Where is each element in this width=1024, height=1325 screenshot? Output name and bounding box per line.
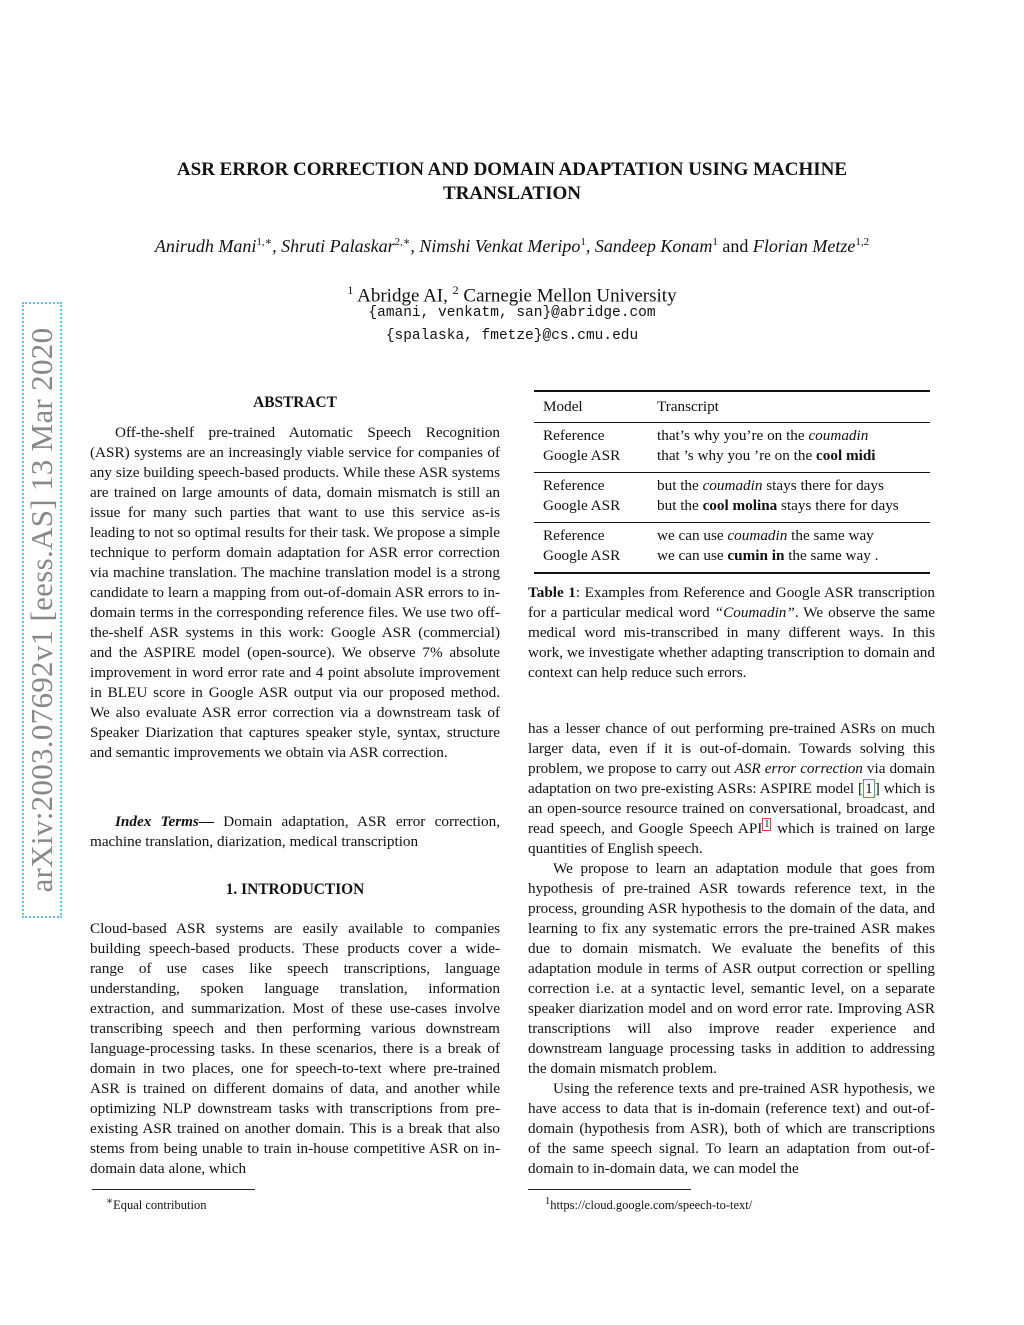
footnote-right <box>545 1194 752 1213</box>
footnote-rule-left <box>92 1189 255 1190</box>
abstract-body <box>90 423 500 763</box>
author-name: Shruti Palaskar <box>281 236 395 256</box>
abstract-text: Off-the-shelf pre-trained Automatic Speech Recognition (ASR) systems are an increasingly viable service for companies of any size building speech-based products. While these ASR systems are trained on large amounts of data, domain mismatch is still an issue for many such parties that want to use this service as-is leading to not so optimal results for their task. We propose a simple technique to perform domain adaptation for ASR error correction via machine translation. The machine translation model is a strong candidate to learn a mapping from out-of-domain ASR errors to in-domain terms in the corresponding reference files. We use two off-the-shelf ASR systems in this work: Google ASR (commercial) and the ASPIRE model (open-source). We observe 7% absolute improvement in word error rate and 4 point absolute improvement in BLEU score in Google ASR output via our proposed method. We also evaluate ASR error correction via a downstream task of Speaker Diarization that captures speaker style, syntax, structure and semantic improvements we obtain via ASR correction. <box>90 424 500 761</box>
abstract-heading: ABSTRACT <box>253 394 337 411</box>
author-sup: 1 <box>580 236 586 248</box>
affil-org-2: Carnegie Mellon University <box>463 285 677 307</box>
affiliations <box>200 279 824 307</box>
footnote-left <box>106 1194 206 1213</box>
table-header-transcript: Transcript <box>657 398 719 415</box>
caption-word: “Coumadin” <box>714 604 795 621</box>
arxiv-stamp <box>20 300 64 920</box>
table-cell-model: Reference <box>543 527 605 544</box>
table-header-row <box>534 391 930 423</box>
author-name: Sandeep Konam <box>594 236 713 256</box>
table-row <box>534 496 930 523</box>
paragraph: Using the reference texts and pre-trained ASR hypothesis, we have access to data that is in-domain (reference text) and out-of-domain (hypothesis from ASR), both of which are transcriptions of the same speech signal. To learn an adaptation from out-of-domain to in-domain data, we can model the <box>528 1080 935 1177</box>
paragraph: We propose to learn an adaptation module that goes from hypothesis of pre-trained ASR towards reference text, in the process, grounding ASR hypothesis to the domain of the data, and learning to fix any systematic errors the pre-trained ASR makes due to domain mismatch. We evaluate the benefits of this adaptation module in terms of ASR output correction or spelling correction i.e. at a syntactic level, semantic level, on a separate speaker diarization model and on word error rate. Improving ASR transcriptions will also improve reader experience and downstream language processing tasks in addition to addressing the domain mismatch problem. <box>528 860 935 1077</box>
author-sep: , <box>272 236 282 256</box>
footnote-right-mark: 1 <box>545 1196 551 1207</box>
author-sup: 1,∗ <box>256 236 273 248</box>
caption-label: Table 1 <box>528 584 576 601</box>
table-cell-transcript: that’s why you’re on the coumadin <box>657 427 869 444</box>
table-cell-model: Google ASR <box>543 497 621 514</box>
email-line-2: {spalaska, fmetze}@cs.cmu.edu <box>385 328 639 344</box>
table-header-model: Model <box>543 398 583 415</box>
table-cell-model: Reference <box>543 477 605 494</box>
footnote-right-text: https://cloud.google.com/speech-to-text/ <box>550 1198 753 1213</box>
arxiv-stamp-text: arXiv:2003.07692v1 [eess.AS] 13 Mar 2020 <box>20 300 64 920</box>
table-cell-transcript: but the cool molina stays there for days <box>657 497 899 514</box>
footnote-left-text: Equal contribution <box>113 1198 207 1213</box>
email-line-1: {amani, venkatm, san}@abridge.com <box>368 305 656 321</box>
table-cell-model: Google ASR <box>543 447 621 464</box>
table-cell-transcript: we can use coumadin the same way <box>657 527 874 544</box>
table-row <box>534 523 930 547</box>
affil-sup-1: 1 <box>347 283 354 297</box>
table-1 <box>534 390 930 574</box>
author-sup: 1,2 <box>855 236 870 248</box>
footnote-link[interactable]: 1 <box>764 818 770 830</box>
author-sup: 2,∗ <box>394 236 411 248</box>
affil-org-1: Abridge AI, <box>357 285 448 307</box>
introduction-body <box>90 919 500 1179</box>
table-1-caption <box>528 583 935 683</box>
title-line-2: TRANSLATION <box>443 183 581 204</box>
introduction-heading: 1. INTRODUCTION <box>225 881 365 898</box>
table-row <box>534 423 930 447</box>
author-sep: and <box>717 236 753 256</box>
author-list <box>90 230 934 258</box>
author-sep: , <box>410 236 420 256</box>
table-row <box>534 546 930 573</box>
table-row <box>534 446 930 473</box>
introduction-text: Cloud-based ASR systems are easily available to companies building speech-based products. These products cover a wide-range of use cases like speech transcriptions, language understanding, spoken language translation, information extraction, and summarization. Most of these use-cases involve transcribing speech and then performing various downstream language-processing tasks. In these scenarios, there is a break of domain in two places, one for speech-to-text where pre-trained ASR is trained on different domains of data, and another while optimizing NLP downstream tasks with transcriptions from pre-existing ASR trained on another domain. This is a break that also stems from being unable to train in-house competitive ASR on in-domain data alone, which <box>90 920 500 1177</box>
paragraph: has a lesser chance of out performing pre-trained ASRs on much larger data, even if it is out-of-domain. Towards solving this problem, we propose to carry out ASR error correction via domain adaptation on two pre-existing ASRs: ASPIRE model [ 1 ] which is an open-source resource trained on conversational, broadcast, and read speech, and Google Speech API $^1$ which is trained on large quantities of English speech. <box>528 720 936 857</box>
index-terms-label: Index Terms— <box>115 813 215 830</box>
table-row <box>534 473 930 497</box>
citation-link[interactable]: 1 <box>865 780 873 797</box>
table-cell-model: Reference <box>543 427 605 444</box>
table-cell-transcript: we can use cumin in the same way . <box>657 547 879 564</box>
author-name: Florian Metze <box>752 236 856 256</box>
caption-text: . We observe the same medical word mis-transcribed in many different ways. In this work, we investigate whether adapting transcription to domain and context can help reduce such errors. <box>528 604 936 681</box>
author-sep: , <box>585 236 595 256</box>
footnote-left-mark: ∗ <box>106 1196 114 1207</box>
table-cell-model: Google ASR <box>543 547 621 564</box>
index-terms <box>90 812 500 852</box>
paper-title <box>120 158 904 206</box>
affil-sup-2: 2 <box>452 283 459 297</box>
author-sup: 1 <box>712 236 718 248</box>
index-terms-text: Domain adaptation, ASR error correction, machine translation, diarization, medical transcription <box>90 813 500 850</box>
author-name: Nimshi Venkat Meripo <box>419 236 581 256</box>
caption-text: : Examples from Reference and Google ASR transcription for a particular medical word <box>528 584 935 621</box>
right-column-body <box>528 719 935 1179</box>
footnote-rule-right <box>528 1189 691 1190</box>
author-name: Anirudh Mani <box>154 236 257 256</box>
title-line-1: ASR ERROR CORRECTION AND DOMAIN ADAPTATION USING MACHINE <box>176 159 848 180</box>
table-cell-transcript: but the coumadin stays there for days <box>657 477 884 494</box>
table-cell-transcript: that ’s why you ’re on the cool midi <box>657 447 876 464</box>
